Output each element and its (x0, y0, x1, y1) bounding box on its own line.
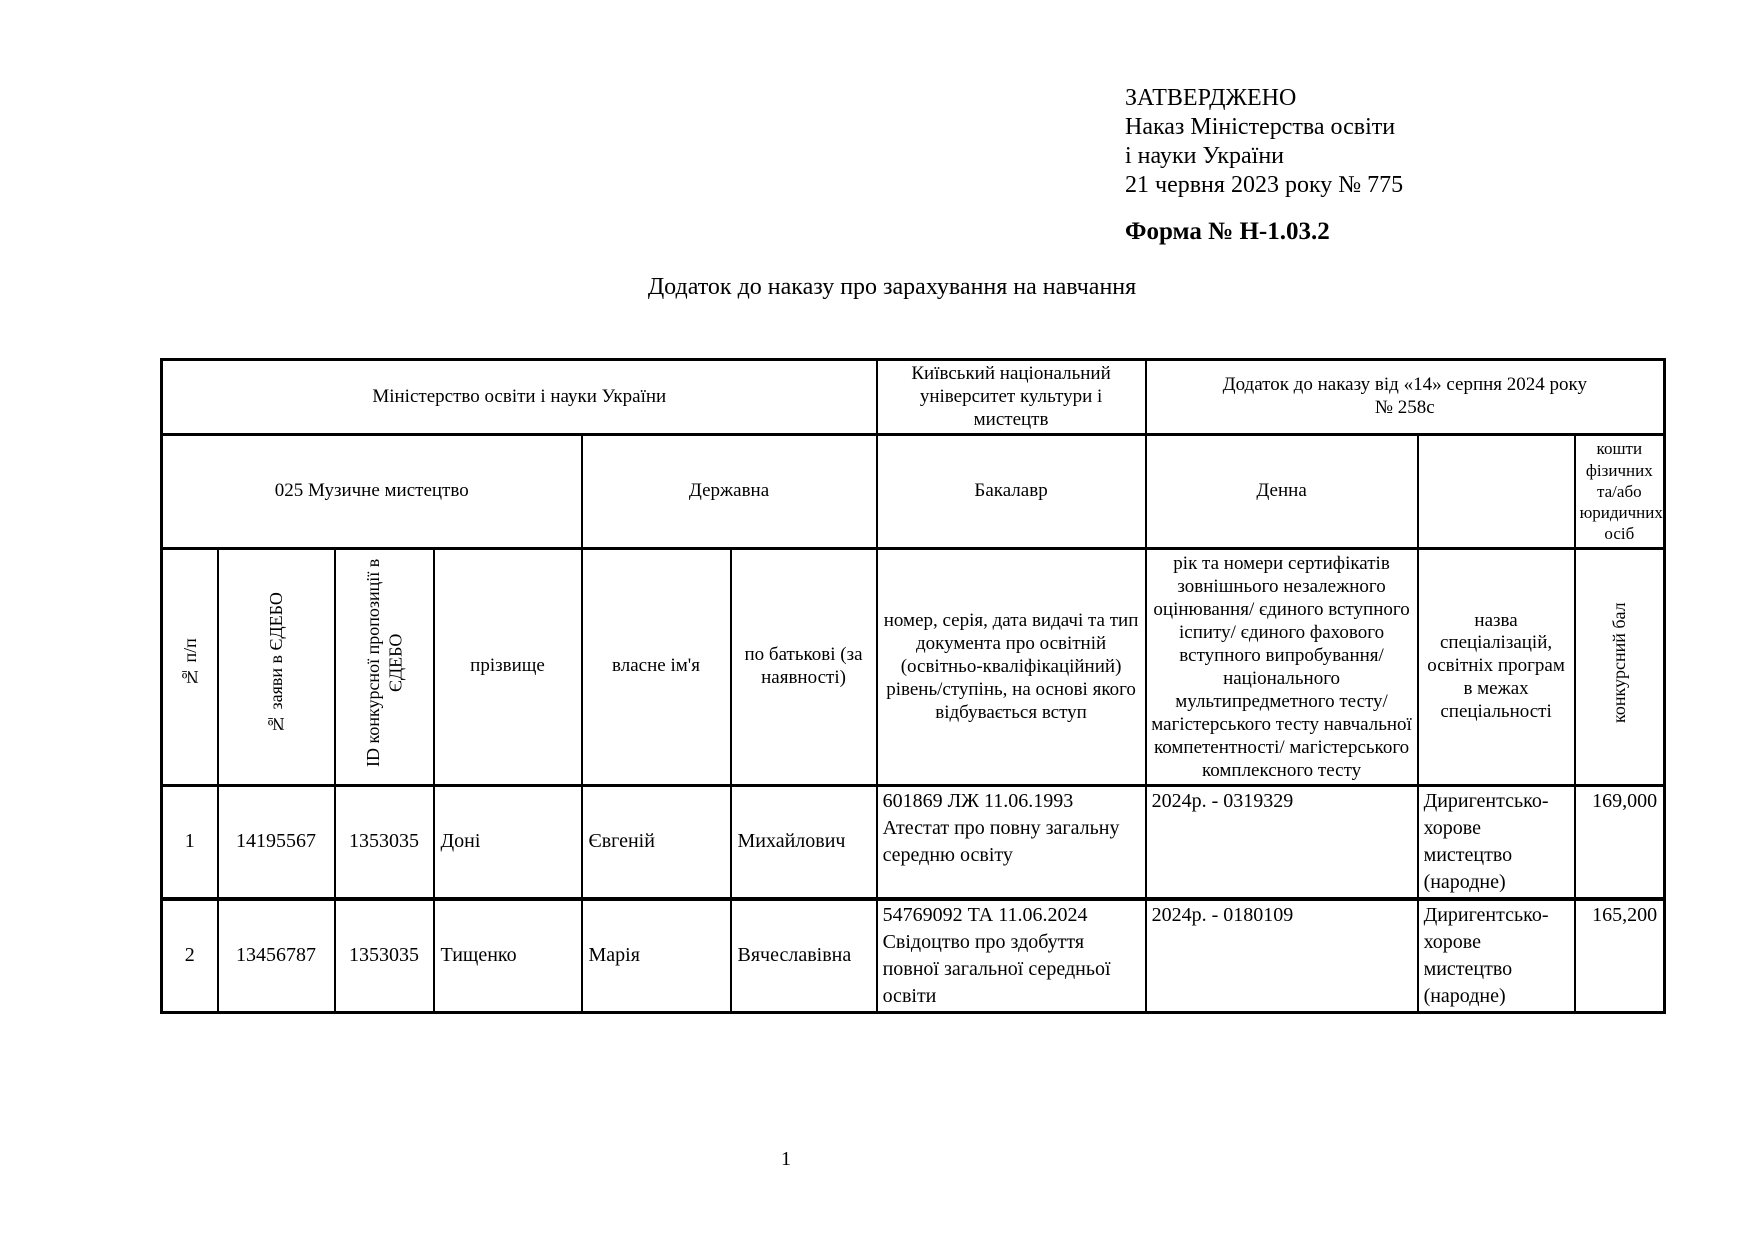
approval-line-3: і науки України (1125, 143, 1284, 169)
col-header-surname: прізвище (434, 548, 582, 785)
empty-cell (1418, 435, 1575, 548)
study-form-cell: Денна (1146, 435, 1418, 548)
cell-first-name: Марія (582, 899, 731, 1013)
cell-first-name: Євгеній (582, 785, 731, 899)
cell-score: 165,200 (1575, 899, 1665, 1013)
cell-application-id: 13456787 (218, 899, 335, 1013)
cell-certificates: 2024р. - 0180109 (1146, 899, 1418, 1013)
funds-cell: кошти фізичних та/або юридичних осіб (1575, 435, 1665, 548)
page-title: Додаток до наказу про зарахування на навчання (647, 274, 1137, 300)
annex-line-1: Додаток до наказу від «14» серпня 2024 року (1222, 374, 1587, 396)
cell-score: 169,000 (1575, 785, 1665, 899)
col-header-offer-id (335, 548, 434, 785)
col-header-num-label: № п/п (179, 638, 200, 688)
cell-patronymic: Михайлович (731, 785, 877, 899)
cell-program: Диригентсько-хорове мистецтво (народне) (1418, 785, 1575, 899)
annex-cell (1146, 360, 1665, 435)
document-number: 601869 ЛЖ 11.06.1993 (882, 789, 1074, 812)
column-header-row (162, 548, 1665, 785)
col-header-num (162, 548, 218, 785)
cell-program: Диригентсько-хорове мистецтво (народне) (1418, 899, 1575, 1013)
annex-line-2: № 258с (1374, 397, 1435, 419)
cell-num: 1 (162, 785, 218, 899)
col-header-offer-id-label: ID конкурсної пропозиції в ЄДЕБО (362, 559, 405, 768)
ministry-cell: Міністерство освіти і науки України (162, 360, 877, 435)
col-header-certificates: рік та номери сертифікатів зовнішнього незалежного оцінювання/ єдиного вступного іспиту/ єдиного фахового вступного випробування/ національного мультипредметного тесту/ магістерського тесту навчальної компетентності/ магістерського комплексного тесту (1146, 548, 1418, 785)
approval-block (1125, 84, 1403, 200)
document-number: 54769092 ТА 11.06.2024 (882, 903, 1088, 926)
page-number: 1 (781, 1148, 791, 1170)
col-header-score (1575, 548, 1665, 785)
col-header-document: номер, серія, дата видачі та тип документа про освітній (освітньо-кваліфікаційний) рівень/ступінь, на основі якого відбувається вступ (877, 548, 1146, 785)
cell-patronymic: Вячеславівна (731, 899, 877, 1013)
col-header-program: назва спеціалізацій, освітніх програм в межах спеціальності (1418, 548, 1575, 785)
cell-num: 2 (162, 899, 218, 1013)
cell-offer-id: 1353035 (335, 899, 434, 1013)
document-type: Атестат про повну загальну середню освіту (882, 816, 1120, 866)
table-row (162, 785, 1665, 899)
university-cell: Київський національний університет культури і мистецтв (877, 360, 1146, 435)
cell-surname: Тищенко (434, 899, 582, 1013)
specialty-cell: 025 Музичне мистецтво (162, 435, 582, 548)
table-row (162, 899, 1665, 1013)
meta-header-row (162, 435, 1665, 548)
col-header-application-id (218, 548, 335, 785)
document-type: Свідоцтво про здобуття повної загальної середньої освіти (882, 930, 1111, 1007)
approval-line-4: 21 червня 2023 року № 775 (1125, 172, 1404, 198)
col-header-application-id-label: № заяви в ЄДЕБО (265, 592, 286, 735)
cell-application-id: 14195567 (218, 785, 335, 899)
col-header-score-label: конкурсний бал (1609, 602, 1630, 724)
form-number: Форма № Н-1.03.2 (1125, 218, 1330, 245)
cell-surname: Доні (434, 785, 582, 899)
cell-offer-id: 1353035 (335, 785, 434, 899)
cell-document (877, 785, 1146, 899)
enrollment-table (160, 358, 1666, 1014)
cell-certificates: 2024р. - 0319329 (1146, 785, 1418, 899)
funding-cell: Державна (582, 435, 877, 548)
degree-cell: Бакалавр (877, 435, 1146, 548)
approval-line-2: Наказ Міністерства освіти (1125, 114, 1396, 140)
cell-document (877, 899, 1146, 1013)
col-header-patronymic: по батькові (за наявності) (731, 548, 877, 785)
approval-line-1: ЗАТВЕРДЖЕНО (1125, 85, 1297, 111)
col-header-first-name: власне ім'я (582, 548, 731, 785)
org-header-row (162, 360, 1665, 435)
